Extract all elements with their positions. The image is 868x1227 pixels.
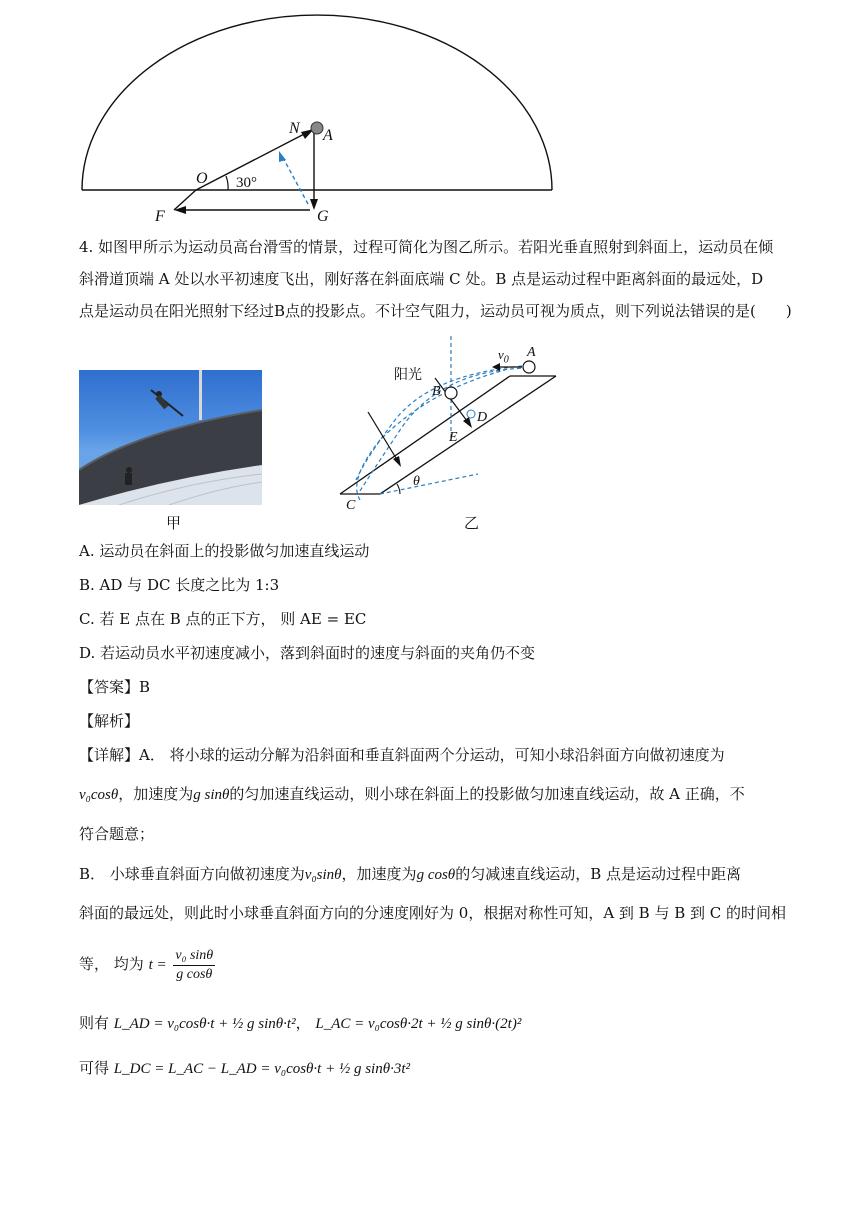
label-A2: A: [527, 345, 536, 360]
question-line-2: 斜滑道顶端 A 处以水平初速度飞出，刚好落在斜面底端 C 处。B 点是运动过程中距离斜面的最远处，D: [79, 270, 764, 288]
p3-text-b: ，: [295, 1014, 311, 1032]
label-O: O: [196, 170, 208, 187]
question-line-1: 4. 如图甲所示为运动员高台滑雪的情景，过程可简化为图乙所示。若阳光垂直照射到斜面上，运动员在倾: [79, 238, 774, 256]
label-v0-sub: 0: [503, 354, 509, 366]
t-fraction-den: g cosθ: [176, 966, 213, 982]
analysis-heading: 【解析】: [79, 712, 140, 730]
label-v0: [498, 347, 509, 366]
detail-p1-line1: 【详解】A． 将小球的运动分解为沿斜面和垂直斜面两个分运动，可知小球沿斜面方向做初速度为: [79, 746, 725, 764]
p2-text-equal: 等， 均为: [79, 955, 144, 973]
detail-p1-line2: [79, 784, 745, 805]
label-B: B: [432, 384, 441, 399]
caption-yi: 乙: [464, 514, 480, 532]
label-N: N: [289, 120, 300, 137]
label-C: C: [346, 498, 356, 513]
v0cos-expr: v₀cosθ: [79, 787, 119, 803]
label-angle: 30°: [236, 175, 257, 191]
p2-text-a: B． 小球垂直斜面方向做初速度为: [79, 865, 305, 883]
p4-text-a: 可得: [79, 1059, 110, 1077]
p3-text-a: 则有: [79, 1014, 110, 1032]
detail-p4: [79, 1058, 410, 1079]
eq-LDC: L_DC = L_AC − L_AD = v₀cosθ·t + ½ g sinθ·3t²: [113, 1061, 411, 1077]
gcos-expr: g cosθ: [416, 867, 456, 883]
eq-LAC: L_AC = v₀cosθ·2t + ½ g sinθ·(2t)²: [315, 1016, 522, 1032]
p1-text-d: 的匀加速直线运动，则小球在斜面上的投影做匀加速直线运动，故 A 正确，不: [229, 785, 745, 803]
caption-jia: 甲: [166, 514, 182, 532]
p2-text-c: ，加速度为: [341, 865, 417, 883]
label-A: A: [323, 127, 333, 144]
t-symbol: t =: [148, 957, 167, 973]
label-G: G: [317, 208, 329, 225]
detail-p3: [79, 1013, 521, 1034]
p1-text-b: ，加速度为: [118, 785, 194, 803]
eq-LAD: L_AD = v₀cosθ·t + ½ g sinθ·t²: [113, 1016, 296, 1032]
label-F: F: [155, 208, 165, 225]
option-a: A. 运动员在斜面上的投影做匀加速直线运动: [79, 542, 370, 560]
option-b: B. AD 与 DC 长度之比为 1:3: [79, 576, 280, 594]
label-D: D: [477, 410, 488, 425]
option-c: C. 若 E 点在 B 点的正下方， 则 AE = EC: [79, 610, 367, 628]
p2-text-e: 的匀减速直线运动，B 点是运动过程中距离: [455, 865, 741, 883]
question-line-3: 点是运动员在阳光照射下经过B点的投影点。不计空气阻力，运动员可视为质点，则下列说法错误的是( ): [79, 302, 792, 320]
label-E: E: [449, 430, 458, 445]
slope-diagram: [0, 0, 868, 540]
v0sin-expr: v₀sinθ: [304, 867, 342, 883]
t-fraction: [173, 947, 215, 984]
label-sunlight: 阳光: [394, 367, 422, 383]
detail-p1-line3: 符合题意；: [79, 825, 155, 843]
figure-slope: [0, 0, 868, 540]
detail-p2-line1: [79, 864, 741, 885]
gsin-expr: g sinθ: [193, 787, 230, 803]
label-v0-main: v: [498, 347, 504, 362]
answer-line: 【答案】B: [79, 678, 151, 696]
label-theta: θ: [413, 474, 420, 489]
t-fraction-num: v₀ sinθ: [173, 947, 215, 966]
detail-p2-line2: 斜面的最远处，则此时小球垂直斜面方向的分速度刚好为 0，根据对称性可知，A 到 B 与 B 到 C 的时间相: [79, 904, 787, 922]
option-d: D. 若运动员水平初速度减小，落到斜面时的速度与斜面的夹角仍不变: [79, 644, 536, 662]
detail-p2-line3: [79, 944, 217, 985]
